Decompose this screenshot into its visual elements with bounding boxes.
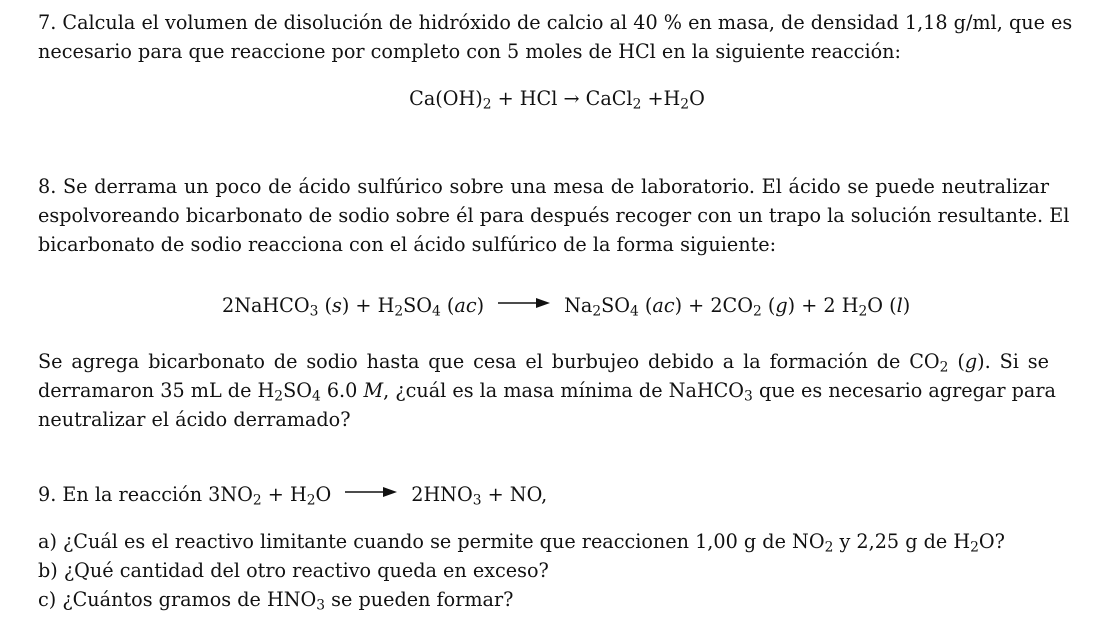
q8-equation: 2NaHCO$_3$ $(s) + H_2SO_4$ (ac) $Na_2SO_4$ $(ac) + 2CO_2$ (g) + 2 $H_2O$ (l) — [222, 294, 911, 320]
reaction-arrow-icon — [345, 487, 397, 497]
q8-line-1: 8. Se derrama un poco de ácido sulfúrico sobre una mesa de laboratorio. El ácido se puede neutralizar — [38, 175, 1049, 198]
q8-paragraph-line-3: neutralizar el ácido derramado? — [38, 408, 351, 431]
q8-line-2: espolvoreando bicarbonato de sodio sobre él para después recoger con un trapo la solución resultante. El — [38, 204, 1070, 227]
q8-line-3: bicarbonato de sodio reacciona con el ácido sulfúrico de la forma siguiente: — [38, 233, 777, 256]
q7-line-2: necesario para que reaccione por completo con 5 moles de HCl en la siguiente reacción: — [38, 40, 902, 63]
q9-item-a: a) ¿Cuál es el reactivo limitante cuando se permite que reaccionen 1,00 g de $NO_2$ y 2,25 g de $H_2O$? — [38, 530, 1005, 556]
q9-equation: 9. En la reacción $3NO_2 + H_2O$ $2HNO_3$ + NO, — [38, 483, 548, 509]
q7-line-1: 7. Calcula el volumen de disolución de hidróxido de calcio al 40 % en masa, de densidad 1,18 g/ml, que es — [38, 11, 1073, 34]
q9-item-c: c) ¿Cuántos gramos de $HNO_3$ se pueden formar? — [38, 588, 514, 614]
q8-paragraph-line-2: derramaron 35 mL de $H_2SO_4$ 6.0 M, ¿cuál es la masa mínima de NaHCO$_3$ que es necesario agregar para — [38, 379, 1056, 405]
q8-paragraph-line-1: Se agrega bicarbonato de sodio hasta que cesa el burbujeo debido a la formación de $CO_2$ (g). Si se — [38, 350, 1049, 376]
q7-equation: $Ca(OH)_2$ + HCl → CaCl$_2$ $+H_2O$ — [409, 87, 705, 113]
reaction-arrow-icon — [498, 298, 550, 308]
q9-item-b: b) ¿Qué cantidad del otro reactivo queda en exceso? — [38, 559, 549, 582]
